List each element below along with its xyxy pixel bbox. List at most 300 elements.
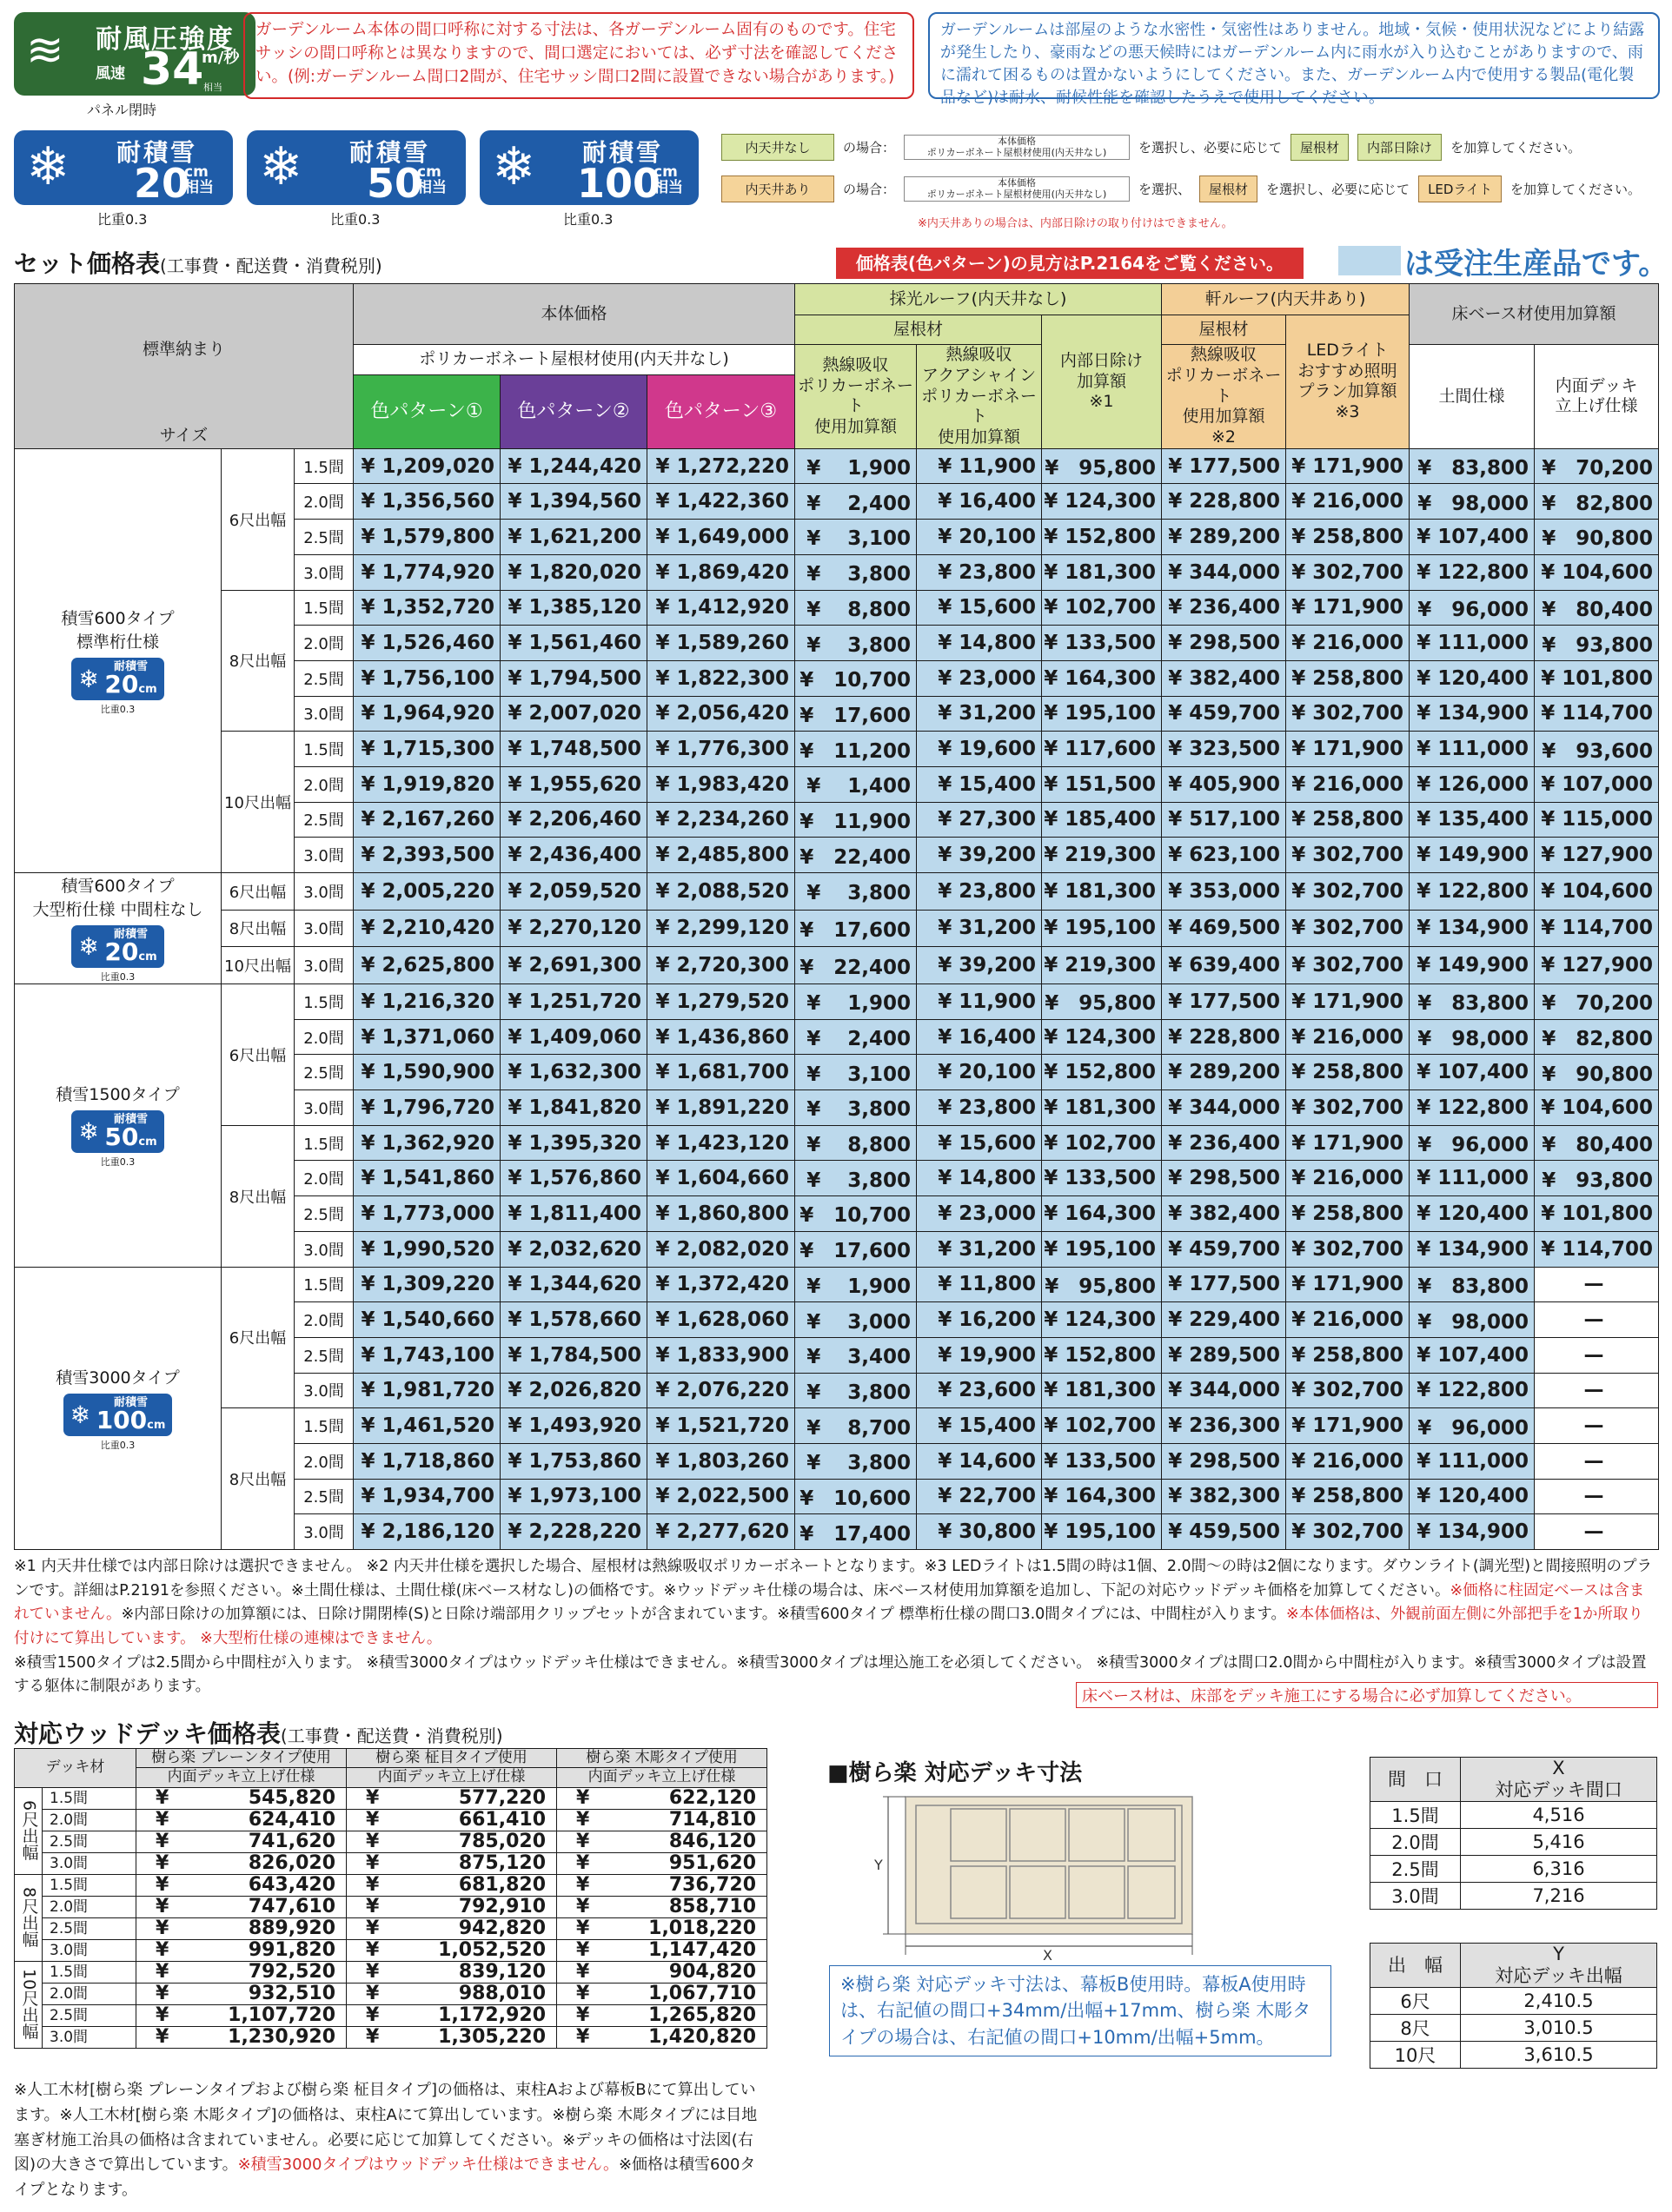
table-row — [15, 1983, 767, 2004]
ratio-note: 比重0.3 — [330, 211, 381, 228]
price-cell: ¥ 1,422,360 — [647, 484, 795, 520]
price-cell: ¥ 229,400 — [1162, 1302, 1286, 1338]
price-cell: ¥ 80,400 — [1535, 590, 1659, 626]
snow-badge-value: 20 — [134, 160, 190, 207]
header-aqua: 熱線吸収 アクアシャイン ポリカーボネート 使用加算額 — [917, 345, 1042, 449]
price-cell: ¥ 135,400 — [1410, 802, 1535, 838]
table-row — [15, 873, 1659, 911]
deck-price-cell: ¥ 1,420,820 — [557, 2026, 767, 2048]
price-cell: ¥ 1,423,120 — [647, 1125, 795, 1161]
price-cell: ¥ 1,784,500 — [501, 1337, 647, 1373]
size-cell: 3.0間 — [295, 838, 354, 873]
price-cell: ¥ 98,000 — [1410, 1019, 1535, 1055]
price-cell: ¥ 323,500 — [1162, 732, 1286, 767]
option-row-with-ceiling — [721, 176, 1641, 202]
price-cell: ¥ 39,200 — [917, 947, 1042, 984]
price-cell: ¥ 302,700 — [1286, 873, 1410, 911]
table-row — [15, 947, 1659, 984]
price-cell: ¥ 1,756,100 — [354, 660, 501, 696]
price-cell: ¥ 82,800 — [1535, 1019, 1659, 1055]
snow-badge-100 — [480, 130, 699, 205]
width-label: 6尺出幅 — [222, 984, 295, 1126]
price-cell: ¥ 2,005,220 — [354, 873, 501, 911]
size-cell: 2.5間 — [295, 802, 354, 838]
price-cell: ¥ 107,400 — [1410, 1055, 1535, 1090]
table-row — [15, 910, 1659, 947]
price-cell: ¥ 344,000 — [1162, 1373, 1286, 1408]
wind-unit: m/秒 — [202, 49, 240, 67]
price-cell: ¥ 195,100 — [1042, 696, 1162, 732]
price-cell: ¥ 107,400 — [1410, 520, 1535, 555]
width-label: 6尺出幅 — [222, 1267, 295, 1408]
deck-price-cell: ¥ 932,510 — [136, 1983, 347, 2004]
price-cell: ¥ 1,209,020 — [354, 448, 501, 484]
deck-price-cell: ¥ 736,720 — [557, 1874, 767, 1896]
header-body-price: 本体価格 — [354, 284, 795, 345]
price-cell: ¥ 122,800 — [1410, 1090, 1535, 1126]
price-cell: ¥ 102,700 — [1042, 1125, 1162, 1161]
price-cell: ¥ 181,300 — [1042, 873, 1162, 911]
price-cell: ¥ 111,000 — [1410, 1161, 1535, 1196]
price-cell: ¥ 8,800 — [795, 1125, 917, 1161]
size-cell: 3.0間 — [295, 910, 354, 947]
dim-head: 間 口 — [1370, 1758, 1461, 1802]
size-cell: 2.5間 — [295, 660, 354, 696]
table-row — [15, 1939, 767, 1961]
price-cell: ¥ 3,800 — [795, 554, 917, 590]
table-row — [1370, 2015, 1657, 2042]
width-label: 8尺出幅 — [222, 1408, 295, 1550]
price-cell: ¥ 102,700 — [1042, 590, 1162, 626]
price-cell: ¥ 1,244,420 — [501, 448, 647, 484]
price-cell: ¥ 1,811,400 — [501, 1196, 647, 1232]
price-cell: ¥ 124,300 — [1042, 484, 1162, 520]
price-cell: ¥ 16,400 — [917, 1019, 1042, 1055]
deck-price-cell: ¥ 826,020 — [136, 1852, 347, 1874]
price-cell: ¥ 3,000 — [795, 1302, 917, 1338]
price-cell: ¥ 70,200 — [1535, 448, 1659, 484]
price-cell: ¥ 289,500 — [1162, 1337, 1286, 1373]
snowflake-icon: ❄ — [492, 136, 536, 197]
snow-badge-label: 耐積雪 — [349, 138, 431, 167]
dim-x-label: X — [1043, 1947, 1052, 1960]
option-badge: 内部日除け — [1357, 134, 1442, 161]
price-cell: ¥ 181,300 — [1042, 1090, 1162, 1126]
dim-value: 5,416 — [1461, 1829, 1657, 1856]
price-cell: ¥ 1,395,320 — [501, 1125, 647, 1161]
size-cell: 2.0間 — [295, 766, 354, 802]
deck-price-cell: ¥ 1,172,920 — [347, 2004, 557, 2026]
price-cell: ¥ 195,100 — [1042, 1231, 1162, 1267]
deck-price-cell: ¥ 792,910 — [347, 1896, 557, 1917]
dim-value: 3,010.5 — [1461, 2015, 1657, 2042]
set-table-title: セット価格表(工事費・配送費・消費税別) — [14, 249, 382, 278]
deck-width-label: 6尺出幅 — [15, 1787, 43, 1874]
table-row — [1370, 1883, 1657, 1910]
deck-price-cell: ¥ 1,147,420 — [557, 1939, 767, 1961]
price-cell: ¥ 3,800 — [795, 1373, 917, 1408]
option-badge: 屋根材 — [1199, 176, 1257, 202]
price-cell: ¥ 1,356,560 — [354, 484, 501, 520]
price-cell: ¥ 20,100 — [917, 520, 1042, 555]
size-cell: 3.0間 — [295, 1090, 354, 1126]
panel-note: パネル閉時 — [87, 102, 157, 118]
price-cell: ¥ 17,400 — [795, 1514, 917, 1550]
price-cell: ¥ 2,186,120 — [354, 1514, 501, 1550]
price-cell: ¥ 195,100 — [1042, 910, 1162, 947]
price-cell: ¥ 459,700 — [1162, 696, 1286, 732]
deck-size-cell: 2.5間 — [43, 1917, 136, 1939]
price-cell: ¥ 133,500 — [1042, 626, 1162, 661]
price-cell: ¥ 23,600 — [917, 1373, 1042, 1408]
price-cell: ¥ 1,412,920 — [647, 590, 795, 626]
legend-text: は受注生産品です。 — [1404, 246, 1669, 281]
snow-badge-50 — [247, 130, 466, 205]
price-cell: ¥ 16,400 — [917, 484, 1042, 520]
price-cell: ¥ 216,000 — [1286, 1302, 1410, 1338]
price-cell: ¥ 164,300 — [1042, 1196, 1162, 1232]
group-label: 積雪600タイプ 大型桁仕様 中間柱なし ❄ 耐積雪 20cm 比重0.3 — [15, 873, 222, 984]
price-cell: ¥ 164,300 — [1042, 1479, 1162, 1514]
price-cell: ¥ 90,800 — [1535, 520, 1659, 555]
dim-key: 10尺 — [1370, 2042, 1461, 2069]
dim-value: 7,216 — [1461, 1883, 1657, 1910]
deck-price-cell: ¥ 792,520 — [136, 1961, 347, 1983]
set-table-footnotes: ※1 内天井仕様では内部日除けは選択できません。 ※2 内天井仕様を選択した場合、屋根材は熱線吸収ポリカーボネートとなります。※3 LEDライトは1.5間の時は1個、2.0間～の時は2個になります。ダウンライト(調光型)と間接照明のプランです。詳細はP.2191を参照ください。※土間仕様は、土間仕様(床ベース材なし)の価格です。※ウッドデッキ仕様の場合は、床ベース材使用加算額を追加し、下記の対応ウッドデッキ価格を加算してください。※価格に柱固定ベースは含まれていません。※内部日除けの加算額には、日除け開閉棒(S)と日除け端部用クリップセットが含まれています。※積雪600タイプ 標準桁仕様の間口3.0間タイプには、中間柱が入ります。※本体価格は、外観前面左側に外部把手を1か所取り付けにて算出しています。 ※大型桁仕様の連棟はできません。 ※積雪1500タイプは2.5間から中間柱が入ります。 ※積雪3000タイプはウッドデッキ仕様はできません。※積雪3000タイプは埋込施工を必須してください。 ※積雪3000タイプは間口2.0間から中間柱が入ります。※積雪3000タイプは設置する躯体に制限があります。 — [14, 1558, 1653, 1696]
size-cell: 2.0間 — [295, 1019, 354, 1055]
price-cell: — — [1535, 1267, 1659, 1302]
price-cell: ¥ 1,983,420 — [647, 766, 795, 802]
price-cell: ¥ 1,385,120 — [501, 590, 647, 626]
table-row — [15, 1408, 1659, 1444]
price-cell: ¥ 95,800 — [1042, 1267, 1162, 1302]
price-cell: ¥ 1,279,520 — [647, 984, 795, 1020]
price-cell: ¥ 258,800 — [1286, 520, 1410, 555]
price-cell: ¥ 2,485,800 — [647, 838, 795, 873]
dim-head: 出 幅 — [1370, 1944, 1461, 1988]
wind-title: 耐風圧強度 — [96, 24, 235, 55]
wind-icon: ≋ — [26, 24, 64, 76]
deck-size-cell: 2.0間 — [43, 1983, 136, 2004]
price-cell: ¥ 171,900 — [1286, 448, 1410, 484]
size-cell: 2.0間 — [295, 1302, 354, 1338]
option-text: を選択し、必要に応じて — [1138, 140, 1283, 156]
deck-price-cell: ¥ 624,410 — [136, 1809, 347, 1831]
price-cell: ¥ 236,300 — [1162, 1408, 1286, 1444]
deck-price-cell: ¥ 622,120 — [557, 1787, 767, 1809]
color-pattern-guide: 価格表(色パターン)の見方はP.2164をご覧ください。 — [836, 248, 1304, 279]
price-cell: ¥ 1,753,860 — [501, 1443, 647, 1479]
deck-price-cell: ¥ 747,610 — [136, 1896, 347, 1917]
price-cell: ¥ 171,900 — [1286, 732, 1410, 767]
header-color-2: 色パターン② — [501, 374, 647, 448]
deck-size-cell: 2.0間 — [43, 1896, 136, 1917]
option-text: の場合： — [843, 140, 896, 156]
deck-price-cell: ¥ 942,820 — [347, 1917, 557, 1939]
table-row — [1370, 1802, 1657, 1829]
price-cell: ¥ 1,748,500 — [501, 732, 647, 767]
price-cell: ¥ 70,200 — [1535, 984, 1659, 1020]
price-cell: ¥ 107,000 — [1535, 766, 1659, 802]
ratio-note: 比重0.3 — [563, 211, 614, 228]
price-cell: ¥ 2,088,520 — [647, 873, 795, 911]
price-cell: ¥ 2,277,620 — [647, 1514, 795, 1550]
price-cell: ¥ 127,900 — [1535, 838, 1659, 873]
price-cell: ¥ 258,800 — [1286, 1337, 1410, 1373]
snowflake-icon: ❄ — [78, 1117, 99, 1147]
price-cell: ¥ 185,400 — [1042, 802, 1162, 838]
price-cell: ¥ 1,371,060 — [354, 1019, 501, 1055]
price-cell: ¥ 1,589,260 — [647, 626, 795, 661]
price-cell: ¥ 1,344,620 — [501, 1267, 647, 1302]
table-row — [15, 984, 1659, 1020]
price-cell: ¥ 1,578,660 — [501, 1302, 647, 1338]
price-cell: ¥ 83,800 — [1410, 1267, 1535, 1302]
price-cell: ¥ 122,800 — [1410, 1373, 1535, 1408]
dim-value: 3,610.5 — [1461, 2042, 1657, 2069]
snow-mini-badge: ❄ 耐積雪 100cm — [63, 1394, 173, 1436]
deck-price-cell: ¥ 1,018,220 — [557, 1917, 767, 1939]
price-cell: ¥ 258,800 — [1286, 1196, 1410, 1232]
dim-head: Y 対応デッキ出幅 — [1461, 1944, 1657, 1988]
price-cell: ¥ 111,000 — [1410, 732, 1535, 767]
size-cell: 3.0間 — [295, 1514, 354, 1550]
width-label: 10尺出幅 — [222, 732, 295, 873]
price-cell: ¥ 298,500 — [1162, 1443, 1286, 1479]
price-cell: ¥ 14,800 — [917, 626, 1042, 661]
table-row — [15, 1787, 767, 1809]
price-cell: — — [1535, 1373, 1659, 1408]
price-cell: ¥ 1,776,300 — [647, 732, 795, 767]
wind-speed-label: 風速 — [96, 65, 125, 83]
snowflake-icon: ❄ — [259, 136, 303, 197]
snow-badge-value: 50 — [367, 160, 423, 207]
price-cell: ¥ 2,210,420 — [354, 910, 501, 947]
price-cell: ¥ 111,000 — [1410, 626, 1535, 661]
table-row — [15, 2026, 767, 2048]
notice-blue: ガーデンルームは部屋のような水密性・気密性はありません。地域・気候・使用状況などにより結露が発生したり、豪雨などの悪天候時にはガーデンルーム内に雨水が入り込むことがありますので、雨に濡れて困るものは置かないようにしてください。また、ガーデンルーム内で使用する製品(電化製品など)は耐水、耐候性能を確認したうえで使用してください。 — [928, 12, 1660, 99]
price-cell: ¥ 134,900 — [1410, 696, 1535, 732]
price-cell: ¥ 1,981,720 — [354, 1373, 501, 1408]
deck-price-table — [14, 1748, 767, 2049]
price-cell: ¥ 20,100 — [917, 1055, 1042, 1090]
price-cell: ¥ 120,400 — [1410, 660, 1535, 696]
price-cell: ¥ 151,500 — [1042, 766, 1162, 802]
price-cell: ¥ 177,500 — [1162, 1267, 1286, 1302]
price-cell: ¥ 1,461,520 — [354, 1408, 501, 1444]
width-label: 10尺出幅 — [222, 947, 295, 984]
group-label: 積雪1500タイプ ❄ 耐積雪 50cm 比重0.3 — [15, 984, 222, 1268]
price-cell: ¥ 114,700 — [1535, 1231, 1659, 1267]
price-cell: ¥ 228,800 — [1162, 1019, 1286, 1055]
table-row — [1370, 2042, 1657, 2069]
price-cell: ¥ 171,900 — [1286, 590, 1410, 626]
price-cell: ¥ 1,576,860 — [501, 1161, 647, 1196]
snow-badge-unit: cm 相当 — [654, 163, 683, 196]
price-cell: ¥ 382,400 — [1162, 1196, 1286, 1232]
deck-price-cell: ¥ 875,120 — [347, 1852, 557, 1874]
price-cell: ¥ 83,800 — [1410, 448, 1535, 484]
option-text: を加算してください。 — [1450, 140, 1582, 156]
price-cell: ¥ 1,621,200 — [501, 520, 647, 555]
price-cell: ¥ 126,000 — [1410, 766, 1535, 802]
price-cell: ¥ 1,409,060 — [501, 1019, 647, 1055]
price-cell: ¥ 1,773,000 — [354, 1196, 501, 1232]
header-roofmat2: 屋根材 — [1162, 315, 1286, 345]
price-cell: ¥ 134,900 — [1410, 1231, 1535, 1267]
price-cell: ¥ 1,526,460 — [354, 626, 501, 661]
deck-price-cell: ¥ 1,107,720 — [136, 2004, 347, 2026]
price-cell: ¥ 117,600 — [1042, 732, 1162, 767]
price-cell: ¥ 2,076,220 — [647, 1373, 795, 1408]
deck-width-label: 10尺出幅 — [15, 1961, 43, 2048]
price-cell: ¥ 1,841,820 — [501, 1090, 647, 1126]
deck-col-mokucho: 樹ら楽 木彫タイプ使用 — [557, 1749, 767, 1768]
price-cell: ¥ 30,800 — [917, 1514, 1042, 1550]
price-cell: ¥ 171,900 — [1286, 984, 1410, 1020]
price-cell: ¥ 1,493,920 — [501, 1408, 647, 1444]
price-cell: ¥ 101,800 — [1535, 1196, 1659, 1232]
price-cell: ¥ 459,700 — [1162, 1231, 1286, 1267]
price-cell: ¥ 1,604,660 — [647, 1161, 795, 1196]
header-shade: 内部日除け 加算額 ※1 — [1042, 315, 1162, 449]
width-label: 6尺出幅 — [222, 448, 295, 590]
price-cell: ¥ 1,394,560 — [501, 484, 647, 520]
dimension-title: ■樹ら楽 対応デッキ寸法 — [827, 1760, 1083, 1786]
price-cell: ¥ 1,715,300 — [354, 732, 501, 767]
deck-price-cell: ¥ 545,820 — [136, 1787, 347, 1809]
group-label: 積雪3000タイプ ❄ 耐積雪 100cm 比重0.3 — [15, 1267, 222, 1550]
price-cell: ¥ 1,794,500 — [501, 660, 647, 696]
price-cell: ¥ 181,300 — [1042, 1373, 1162, 1408]
price-cell: ¥ 22,700 — [917, 1479, 1042, 1514]
deck-size-cell: 1.5間 — [43, 1874, 136, 1896]
header-body-sub: ポリカーボネート屋根材使用(内天井なし) — [354, 345, 795, 375]
deck-price-cell: ¥ 1,052,520 — [347, 1939, 557, 1961]
price-cell: ¥ 353,000 — [1162, 873, 1286, 911]
price-cell: ¥ 8,800 — [795, 590, 917, 626]
price-cell: ¥ 1,579,800 — [354, 520, 501, 555]
snowflake-icon: ❄ — [70, 1400, 91, 1429]
header-color-3: 色パターン③ — [647, 374, 795, 448]
price-cell: ¥ 95,800 — [1042, 984, 1162, 1020]
price-cell: ¥ 3,400 — [795, 1337, 917, 1373]
price-cell: ¥ 120,400 — [1410, 1479, 1535, 1514]
price-cell: ¥ 195,100 — [1042, 1514, 1162, 1550]
price-cell: ¥ 1,352,720 — [354, 590, 501, 626]
price-cell: ¥ 2,400 — [795, 484, 917, 520]
price-cell: ¥ 2,400 — [795, 1019, 917, 1055]
price-cell: — — [1535, 1302, 1659, 1338]
price-cell: ¥ 152,800 — [1042, 1055, 1162, 1090]
option-text: を選択し、必要に応じて — [1266, 182, 1410, 197]
price-cell: ¥ 1,900 — [795, 448, 917, 484]
price-cell: ¥ 219,300 — [1042, 838, 1162, 873]
price-cell: ¥ 1,869,420 — [647, 554, 795, 590]
price-cell: ¥ 298,500 — [1162, 626, 1286, 661]
price-cell: ¥ 302,700 — [1286, 947, 1410, 984]
price-cell: ¥ 23,800 — [917, 1090, 1042, 1126]
price-cell: ¥ 1,891,220 — [647, 1090, 795, 1126]
table-row — [15, 1896, 767, 1917]
header-doma: 土間仕様 — [1410, 345, 1535, 449]
ratio-note: 比重0.3 — [97, 211, 148, 228]
price-cell: ¥ 2,436,400 — [501, 838, 647, 873]
dimension-note: ※樹ら楽 対応デッキ寸法は、幕板B使用時。幕板A使用時は、右記値の間口+34mm/出幅+17mm、樹ら楽 木彫タイプの場合は、右記値の間口+10mm/出幅+5mm。 — [829, 1965, 1331, 2056]
snowflake-icon: ❄ — [78, 664, 99, 693]
deck-width-label: 8尺出幅 — [15, 1874, 43, 1961]
wind-speed: 34 — [141, 43, 204, 96]
price-cell: ¥ 171,900 — [1286, 1125, 1410, 1161]
price-cell: ¥ 114,700 — [1535, 910, 1659, 947]
price-cell: ¥ 1,833,900 — [647, 1337, 795, 1373]
price-cell: ¥ 2,032,620 — [501, 1231, 647, 1267]
legend-swatch — [1338, 246, 1401, 275]
size-cell: 2.0間 — [295, 1161, 354, 1196]
price-cell: ¥ 11,800 — [917, 1267, 1042, 1302]
deck-price-cell: ¥ 988,010 — [347, 1983, 557, 2004]
table-row — [15, 732, 1659, 767]
price-cell: ¥ 1,590,900 — [354, 1055, 501, 1090]
width-label: 8尺出幅 — [222, 590, 295, 732]
deck-head-label: デッキ材 — [15, 1749, 136, 1788]
price-cell: ¥ 1,251,720 — [501, 984, 647, 1020]
price-cell: ¥ 258,800 — [1286, 1479, 1410, 1514]
deck-price-cell: ¥ 714,810 — [557, 1809, 767, 1831]
size-cell: 2.0間 — [295, 626, 354, 661]
price-cell: ¥ 11,900 — [917, 984, 1042, 1020]
price-cell: ¥ 302,700 — [1286, 838, 1410, 873]
price-cell: ¥ 31,200 — [917, 696, 1042, 732]
price-cell: ¥ 258,800 — [1286, 802, 1410, 838]
price-cell: ¥ 302,700 — [1286, 1090, 1410, 1126]
price-cell: ¥ 23,800 — [917, 873, 1042, 911]
size-cell: 1.5間 — [295, 590, 354, 626]
option-badge: 屋根材 — [1290, 134, 1349, 161]
price-cell: ¥ 3,800 — [795, 626, 917, 661]
option-text: を選択、 — [1138, 182, 1191, 197]
price-cell: ¥ 2,167,260 — [354, 802, 501, 838]
price-cell: ¥ 1,521,720 — [647, 1408, 795, 1444]
snow-mini-badge: ❄ 耐積雪 20cm — [71, 925, 163, 968]
deck-size-cell: 2.5間 — [43, 1831, 136, 1852]
size-cell: 1.5間 — [295, 1267, 354, 1302]
price-cell: ¥ 216,000 — [1286, 1161, 1410, 1196]
price-cell: ¥ 302,700 — [1286, 1373, 1410, 1408]
price-cell: ¥ 3,800 — [795, 1090, 917, 1126]
price-cell: ¥ 134,900 — [1410, 1514, 1535, 1550]
deck-price-cell: ¥ 661,410 — [347, 1809, 557, 1831]
price-cell: ¥ 1,372,420 — [647, 1267, 795, 1302]
price-cell: ¥ 27,300 — [917, 802, 1042, 838]
size-cell: 2.0間 — [295, 1443, 354, 1479]
price-cell: ¥ 1,561,460 — [501, 626, 647, 661]
price-cell: ¥ 2,393,500 — [354, 838, 501, 873]
deck-price-cell: ¥ 577,220 — [347, 1787, 557, 1809]
deck-price-cell: ¥ 951,620 — [557, 1852, 767, 1874]
deck-price-cell: ¥ 1,305,220 — [347, 2026, 557, 2048]
price-cell: ¥ 298,500 — [1162, 1161, 1286, 1196]
price-cell: ¥ 96,000 — [1410, 1125, 1535, 1161]
size-cell: 3.0間 — [295, 696, 354, 732]
price-cell: ¥ 1,803,260 — [647, 1443, 795, 1479]
deck-price-cell: ¥ 846,120 — [557, 1831, 767, 1852]
price-cell: ¥ 2,228,220 — [501, 1514, 647, 1550]
price-cell: ¥ 1,216,320 — [354, 984, 501, 1020]
price-cell: ¥ 133,500 — [1042, 1161, 1162, 1196]
price-cell: ¥ 171,900 — [1286, 1267, 1410, 1302]
header-noki-roof: 軒ルーフ(内天井あり) — [1162, 284, 1410, 315]
